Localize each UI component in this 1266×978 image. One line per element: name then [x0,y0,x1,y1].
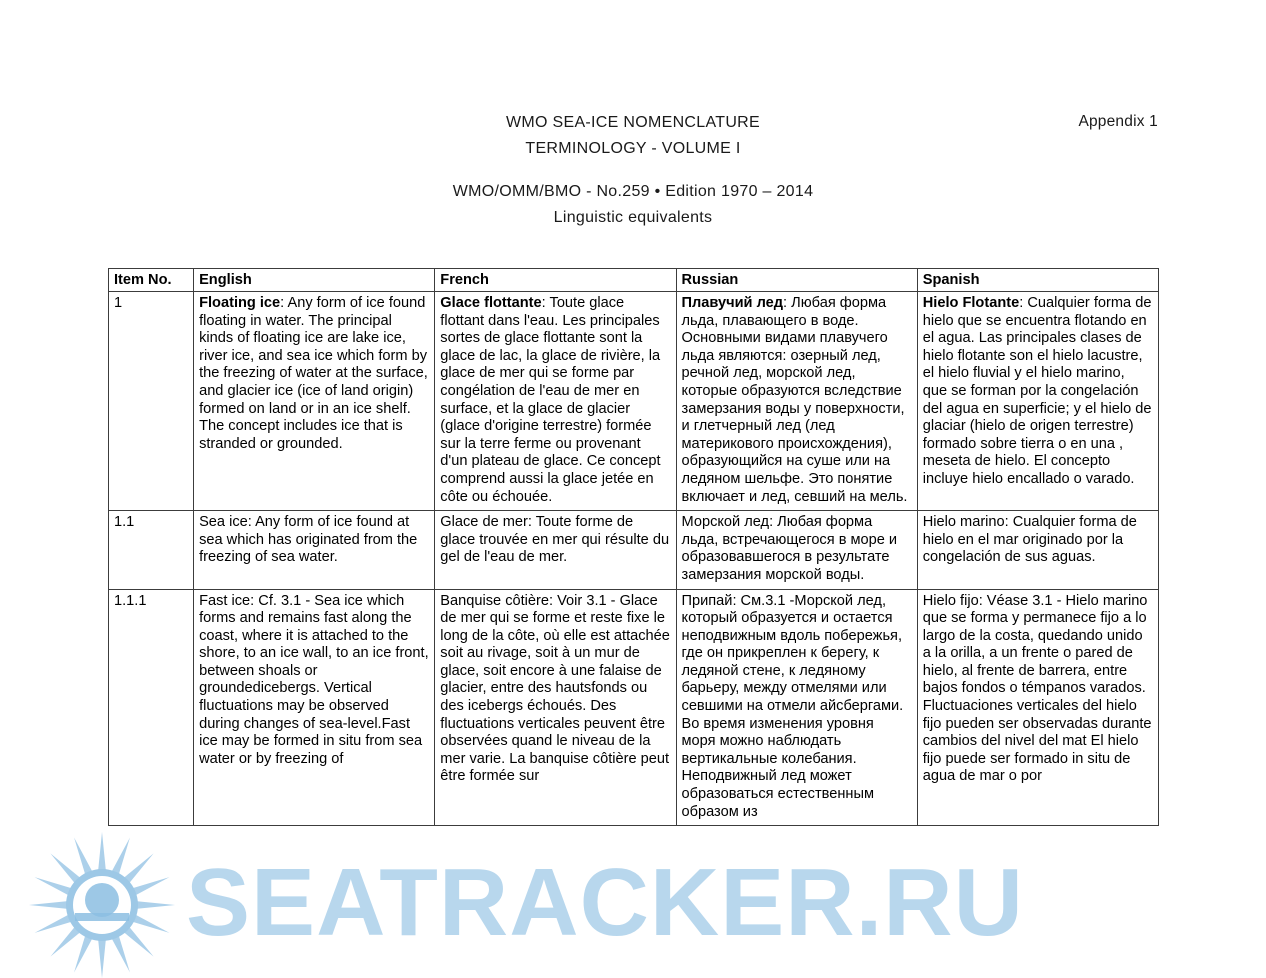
term-spanish: Hielo marino [922,514,1005,531]
cell-russian [676,589,917,826]
title-line-3: WMO/OMM/BMO - No.259 • Edition 1970 – 2014 [452,183,814,200]
table-header-row [109,269,1159,292]
term-spanish: Hielo fijo [922,592,979,609]
title-line-4: Linguistic equivalents [553,209,713,226]
title-spacer [0,162,1266,179]
definition-french: : Voir 3.1 - Glace de mer qui se forme et reste fixe le long de la côte, où elle est attachée soit au rivage, soit à un mur de glace, soit encore à une falaise de glacier, entre des hautsfonds ou des icebergs échoués. Des fluctuations verticales peuvent être observées quand le niveau de la mer varie. La banquise côtière peut être formée sur [440,592,670,785]
cell-spanish [917,292,1158,511]
watermark-text: SEATRACKER.RU [186,849,1024,956]
term-russian: Плавучий лед [681,295,784,311]
term-english: Floating ice [199,295,281,311]
cell-spanish [917,511,1158,589]
cell-english [194,292,435,511]
cell-item-no: 1.1.1 [109,589,194,826]
cell-item-no: 1.1 [109,511,194,589]
cell-french [435,292,676,511]
title-line-2: TERMINOLOGY - VOLUME I [525,140,741,157]
column-header-french: French [435,269,676,292]
cell-spanish [917,589,1158,826]
column-header-english: English [194,269,435,292]
cell-english [194,589,435,826]
term-spanish: Hielo Flotante [922,295,1020,311]
term-french: Glace de mer [440,514,528,531]
title-line-1: WMO SEA-ICE NOMENCLATURE [505,114,761,131]
term-russian: Припай [681,592,733,609]
cell-french [435,589,676,826]
cell-item-no: 1 [109,292,194,511]
nomenclature-table [108,268,1159,826]
cell-russian [676,511,917,589]
column-header-item-no: Item No. [109,269,194,292]
definition-english: : Any form of ice found at sea which has originated from the freezing of sea water. [199,514,418,566]
table-row [109,511,1159,589]
definition-spanish: : Véase 3.1 - Hielo marino que se forma y permanece fijo a lo largo de la costa, quedando unido a la orilla, a un frente o pared de hielo, al frente de barrera, entre bajos fondos o témpanos varados. Fluctuaciones verticales del hielo fijo pueden ser observadas durante cambios del nivel del mat El hielo fijo puede ser formado in situ de agua de mar o por [922,592,1152,785]
table-row [109,589,1159,826]
term-english: Sea ice [199,514,248,531]
appendix-label: Appendix 1 [1078,113,1158,130]
definition-french: : Toute glace flottant dans l'eau. Les principales sortes de glace flottante sont la glace de lac, la glace de rivière, la glace de mer qui se forme par congélation de l'eau de mer en surface, et la glace de glacier (glace d'origine terrestre) formée sur la terre ferme ou provenant d'un plateau de glace. Ce concept comprend aussi la glace jetée en côte ou échouée. [440,295,661,505]
term-french: Glace flottante [440,295,542,311]
cell-russian [676,292,917,511]
definition-english: : Any form of ice found floating in water. The principal kinds of floating ice are lake ice, river ice, and sea ice which form by the freezing of water at the surface, and glacier ice (ice of land origin) formed on land or in an ice shelf. The concept includes ice that is stranded or grounded. [199,295,428,452]
column-header-russian: Russian [676,269,917,292]
column-header-spanish: Spanish [917,269,1158,292]
table-row [109,292,1159,511]
term-russian: Морской лед [681,514,770,531]
definition-spanish: : Cualquier forma de hielo que se encuentra flotando en el agua. Las principales clases de hielo flotante son el hielo lacustre, el hielo fluvial y el hielo marino, que se forman por la congelación del agua en superficie; y el hielo de glaciar (hielo de origen terrestre) formado sobre tierra o en una , meseta de hielo. El concepto incluye hielo encallado o varado. [922,295,1152,487]
term-english: Fast ice [199,592,251,609]
definition-spanish: : Cualquier forma de hielo en el mar originado por la congelación de sus aguas. [922,514,1137,566]
document-title-block [0,110,1266,231]
definition-french: : Toute forme de glace trouvée en mer qui résulte du gel de l'eau de mer. [440,514,670,566]
term-french: Banquise côtière [440,592,550,609]
definition-english: : Cf. 3.1 - Sea ice which forms and remains fast along the coast, where it is attached to the shore, to an ice wall, to an ice front, between shoals or groundedicebergs. Vertical fluctuations may be observed during changes of sea-level.Fast ice may be formed in situ from sea water or by freezing of [199,592,429,767]
cell-french [435,511,676,589]
sun-logo-icon [28,832,176,978]
definition-russian: : См.3.1 -Морской лед, который образуется и остается неподвижным вдоль побережья, где он прикреплен к берегу, к ледяной стене, к ледяному барьеру, между отмелями или севшими на отмели айсбергами. Во время изменения уровня моря можно наблюдать вертикальные колебания. Неподвижный лед может образоваться естественным образом из [681,592,904,820]
definition-russian: : Любая форма льда, плавающего в воде. Основными видами плавучего льда являются: озерный лед, речной лед, морской лед, которые образуются вследствие замерзания воды у поверхности, и глетчерный лед (лед материкового происхождения), образующийся на суше или на ледяном шельфе. Это понятие включает и лед, севший на мель. [681,295,908,505]
definition-russian: : Любая форма льда, встречающегося в море и образовавшегося в результате замерзания морской воды. [681,514,898,583]
cell-english [194,511,435,589]
